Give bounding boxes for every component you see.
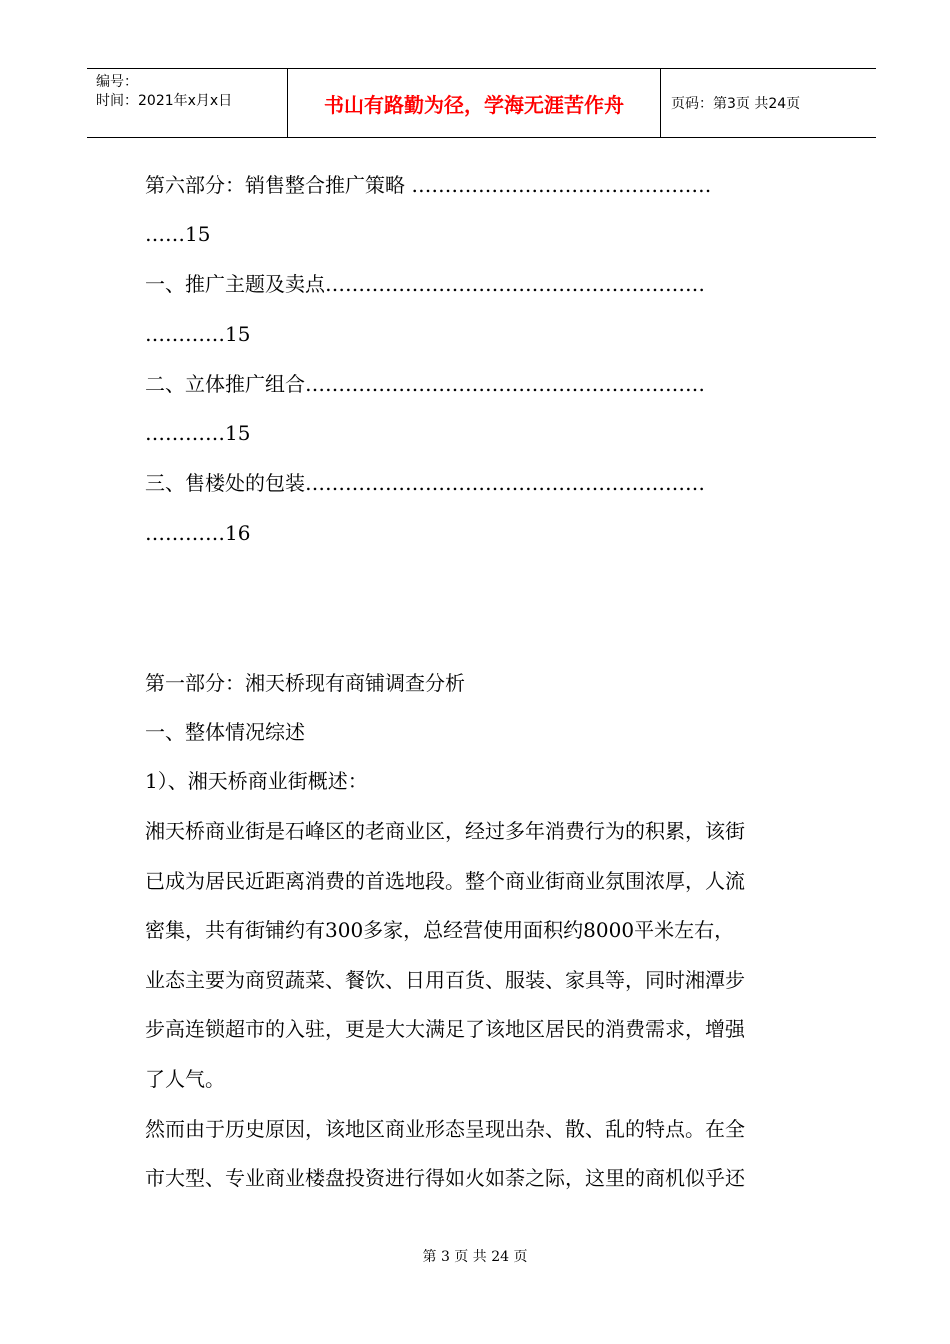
toc-entry-page: …………16	[145, 521, 251, 545]
toc-entry-page: …………15	[145, 322, 251, 346]
part-title: 第一部分：湘天桥现有商铺调查分析	[145, 671, 465, 695]
header-page-cell	[661, 69, 876, 137]
paragraph-line: 已成为居民近距离消费的首选地段。整个商业街商业氛围浓厚，人流	[145, 869, 745, 893]
header-left-cell	[87, 69, 287, 137]
toc-entry-line: 二、立体推广组合……………………………………………………	[145, 372, 705, 396]
toc-entry-line: 三、售楼处的包装……………………………………………………	[145, 471, 705, 495]
paragraph-line: 市大型、专业商业楼盘投资进行得如火如荼之际，这里的商机似乎还	[145, 1166, 745, 1190]
header-motto-cell	[287, 69, 661, 137]
page-footer: 第 3 页 共 24 页	[422, 1249, 528, 1265]
paragraph-line: 然而由于历史原因，该地区商业形态呈现出杂、散、乱的特点。在全	[145, 1117, 745, 1141]
paragraph-line: 密集，共有街铺约有300多家，总经营使用面积约8000平米左右，	[145, 918, 735, 942]
paragraph-line: 湘天桥商业街是石峰区的老商业区，经过多年消费行为的积累，该街	[145, 819, 745, 843]
toc-entry-page: …………15	[145, 421, 251, 445]
section-title: 一、整体情况综述	[145, 720, 305, 744]
paragraph-line: 业态主要为商贸蔬菜、餐饮、日用百货、服装、家具等，同时湘潭步	[145, 968, 745, 992]
subsection-title: 1）、湘天桥商业街概述：	[145, 769, 368, 793]
document-time-label: 时间：2021年x月x日	[96, 93, 233, 109]
toc-entry-line: 第六部分：销售整合推广策略 ………………………………………	[145, 173, 712, 197]
toc-entry-line: 一、推广主题及卖点…………………………………………………	[145, 272, 705, 296]
paragraph-line: 步高连锁超市的入驻，更是大大满足了该地区居民的消费需求，增强	[145, 1017, 745, 1041]
header-motto: 书山有路勤为径，学海无涯苦作舟	[324, 92, 624, 117]
page-header	[87, 68, 876, 138]
header-page-info: 页码：第3页 共24页	[671, 96, 801, 112]
paragraph-line: 了人气。	[145, 1067, 225, 1091]
toc-entry-page: ……15	[145, 222, 211, 246]
document-number-label: 编号：	[96, 74, 138, 90]
